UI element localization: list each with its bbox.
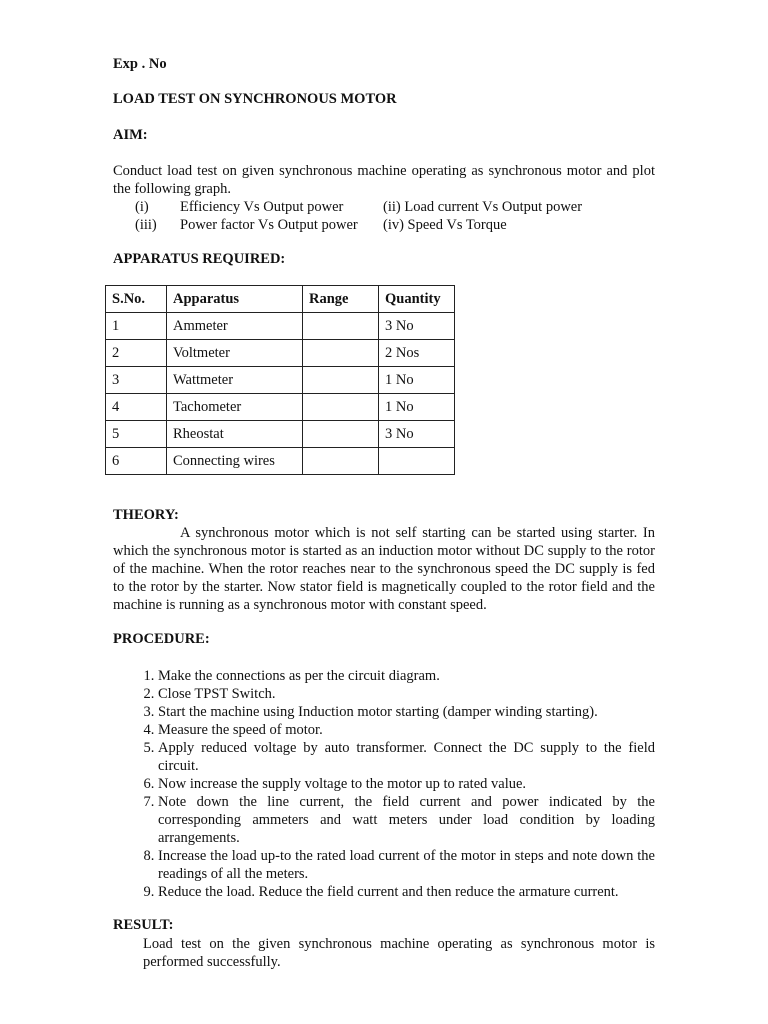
- table-row: [106, 367, 455, 394]
- table-cell: [303, 367, 379, 394]
- table-cell: 2 Nos: [379, 340, 455, 367]
- table-cell: 4: [106, 394, 167, 421]
- table-cell: 3 No: [379, 421, 455, 448]
- procedure-step: 1. Make the connections as per the circuit diagram.: [158, 667, 655, 685]
- theory-text: A synchronous motor which is not self starting can be started using starter. In which the synchronous motor is started as an induction motor without DC supply to the rotor of the machine. When the rotor reaches near to the synchronous speed the DC supply is fed to the rotor by the starter. Now stator field is magnetically coupled to the rotor field and the machine is running as a synchronous motor with constant speed.: [113, 525, 655, 613]
- column-header-sno: S.No.: [106, 286, 167, 313]
- procedure-step: 5. Apply reduced voltage by auto transformer. Connect the DC supply to the field circuit.: [158, 739, 655, 775]
- table-row: [106, 421, 455, 448]
- table-cell: 1 No: [379, 394, 455, 421]
- result-text: Load test on the given synchronous machine operating as synchronous motor is performed successfully.: [143, 936, 655, 970]
- graph-list: [135, 198, 655, 234]
- table-cell: [303, 340, 379, 367]
- table-header-row: [106, 286, 455, 313]
- table-cell: 1 No: [379, 367, 455, 394]
- graph-number: (i): [135, 199, 149, 215]
- table-row: [106, 448, 455, 475]
- table-cell: [303, 421, 379, 448]
- table-cell: Rheostat: [167, 421, 303, 448]
- aim-heading: AIM:: [113, 127, 148, 143]
- table-cell: 3 No: [379, 313, 455, 340]
- graph-number: (iii): [135, 217, 157, 233]
- table-cell: 1: [106, 313, 167, 340]
- table-cell: 6: [106, 448, 167, 475]
- table-cell: [379, 448, 455, 475]
- graph-item: Efficiency Vs Output power: [180, 199, 344, 215]
- procedure-step: 2. Close TPST Switch.: [158, 685, 655, 703]
- graph-row: [135, 198, 655, 216]
- table-cell: Connecting wires: [167, 448, 303, 475]
- table-cell: 5: [106, 421, 167, 448]
- table-cell: Wattmeter: [167, 367, 303, 394]
- table-cell: Tachometer: [167, 394, 303, 421]
- procedure-step: 8. Increase the load up-to the rated load current of the motor in steps and note down the readings of all the meters.: [158, 847, 655, 883]
- procedure-heading: PROCEDURE:: [113, 631, 210, 647]
- apparatus-heading: APPARATUS REQUIRED:: [113, 251, 286, 267]
- aim-text: Conduct load test on given synchronous machine operating as synchronous motor and plot the following graph.: [113, 163, 655, 197]
- column-header-quantity: Quantity: [379, 286, 455, 313]
- graph-item: (ii) Load current Vs Output power: [383, 199, 583, 215]
- table-row: [106, 394, 455, 421]
- column-header-apparatus: Apparatus: [167, 286, 303, 313]
- procedure-step: 4. Measure the speed of motor.: [158, 721, 655, 739]
- procedure-step: 9. Reduce the load. Reduce the field current and then reduce the armature current.: [158, 883, 655, 901]
- table-cell: Voltmeter: [167, 340, 303, 367]
- procedure-step: 6. Now increase the supply voltage to the motor up to rated value.: [158, 775, 655, 793]
- graph-item: (iv) Speed Vs Torque: [383, 217, 507, 233]
- theory-heading: THEORY:: [113, 507, 179, 523]
- column-header-range: Range: [303, 286, 379, 313]
- procedure-list: [113, 667, 655, 901]
- document-title: LOAD TEST ON SYNCHRONOUS MOTOR: [113, 91, 397, 107]
- graph-item: Power factor Vs Output power: [180, 217, 358, 233]
- table-cell: [303, 448, 379, 475]
- apparatus-table: [105, 285, 455, 475]
- procedure-step: 3. Start the machine using Induction motor starting (damper winding starting).: [158, 703, 655, 721]
- procedure-step: 7. Note down the line current, the field current and power indicated by the corresponding ammeters and watt meters under load condition by loading arrangements.: [158, 793, 655, 847]
- table-cell: [303, 313, 379, 340]
- graph-row: [135, 216, 655, 234]
- table-row: [106, 340, 455, 367]
- table-row: [106, 313, 455, 340]
- table-cell: 2: [106, 340, 167, 367]
- table-cell: 3: [106, 367, 167, 394]
- experiment-number: Exp . No: [113, 56, 167, 72]
- table-cell: [303, 394, 379, 421]
- result-heading: RESULT:: [113, 917, 174, 933]
- table-cell: Ammeter: [167, 313, 303, 340]
